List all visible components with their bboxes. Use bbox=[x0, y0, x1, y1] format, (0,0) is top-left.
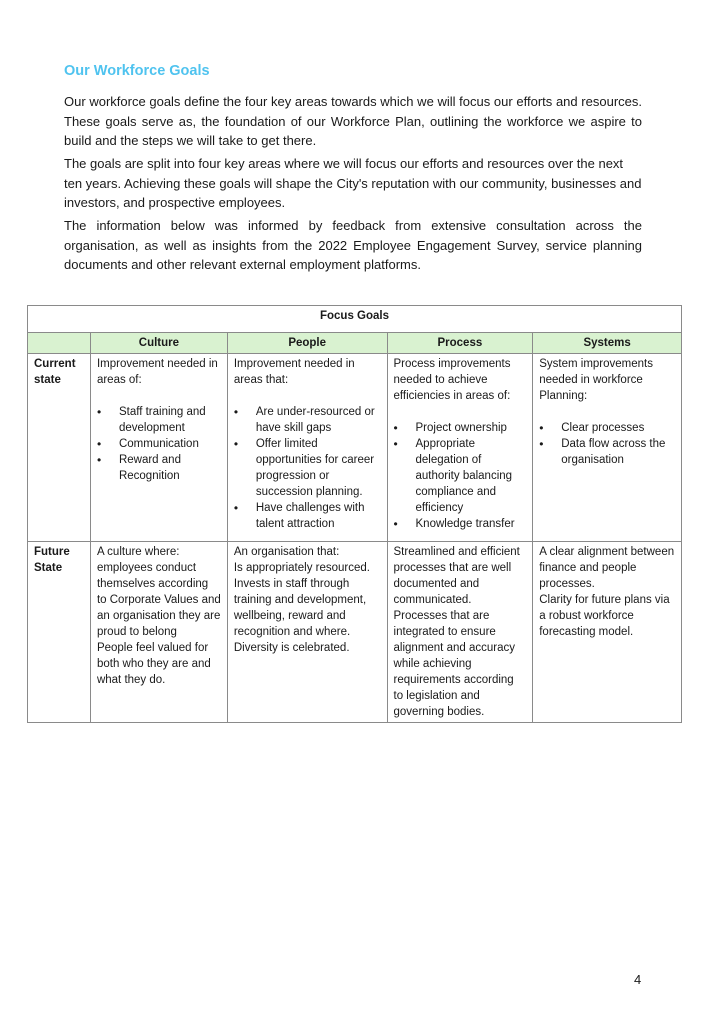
bullet-list bbox=[394, 420, 527, 532]
cell-current-culture bbox=[90, 354, 227, 542]
cell-current-systems bbox=[533, 354, 682, 542]
cell-line: An organisation that: bbox=[233, 546, 340, 558]
section-heading: Our Workforce Goals bbox=[64, 63, 210, 79]
focus-goals-table bbox=[27, 305, 682, 723]
cell-intro: Process improvements needed to achieve efficiencies in areas of: bbox=[393, 358, 511, 402]
list-item: • Appropriate delegation of authority balancing compliance and efficiency bbox=[416, 436, 527, 516]
list-item: • Have challenges with talent attraction bbox=[256, 500, 381, 532]
cell-line: employees conduct themselves according to Corporate Values and an organisation they are proud to belong bbox=[96, 562, 221, 638]
page-number: 4 bbox=[634, 972, 642, 987]
goals-paragraph: The goals are split into four key areas where we will focus our efforts and resources over the next ten years. Achieving these goals will shape the City's reputation with our community, businesses and investors, and prospective employees. bbox=[64, 156, 642, 210]
cell-line: Diversity is celebrated. bbox=[233, 642, 350, 654]
list-item: • Communication bbox=[119, 436, 221, 452]
cell-line: Streamlined and efficient processes that are well documented and communicated. bbox=[393, 546, 520, 606]
row-label: Future State bbox=[28, 542, 91, 723]
cell-line: Is appropriately resourced. bbox=[233, 562, 370, 574]
cell-intro: Improvement needed in areas of: bbox=[96, 358, 218, 386]
table-row-future-state bbox=[28, 542, 682, 723]
cell-future-process bbox=[387, 542, 533, 723]
cell-current-process bbox=[387, 354, 533, 542]
cell-line: A culture where: bbox=[96, 546, 180, 558]
column-header-systems: Systems bbox=[533, 333, 682, 354]
cell-line: Processes that are integrated to ensure alignment and accuracy while achieving requirements according to legislation and governing bodies. bbox=[393, 610, 515, 718]
column-header-process: Process bbox=[387, 333, 533, 354]
column-header-culture: Culture bbox=[90, 333, 227, 354]
list-item: • Project ownership bbox=[416, 420, 527, 436]
column-header-empty bbox=[28, 333, 91, 354]
list-item: • Reward and Recognition bbox=[119, 452, 221, 484]
bullet-list bbox=[539, 420, 675, 468]
cell-intro: Improvement needed in areas that: bbox=[233, 358, 355, 386]
intro-paragraph: Our workforce goals define the four key areas towards which we will focus our efforts and resources. These goals serve as, the foundation of our Workforce Plan, outlining the workforce we aspire to build and the steps we will take to get there. bbox=[64, 94, 642, 148]
sources-paragraph: The information below was informed by feedback from extensive consultation across the organisation, as well as insights from the 2022 Employee Engagement Survey, service planning documents and other relevant external employment platforms. bbox=[64, 218, 642, 272]
cell-current-people bbox=[227, 354, 387, 542]
column-header-people: People bbox=[227, 333, 387, 354]
cell-future-culture bbox=[90, 542, 227, 723]
table-row-current-state bbox=[28, 354, 682, 542]
cell-future-systems bbox=[533, 542, 682, 723]
table-header-row bbox=[28, 333, 682, 354]
table-title: Focus Goals bbox=[28, 306, 682, 333]
list-item: • Are under-resourced or have skill gaps bbox=[256, 404, 381, 436]
list-item: • Data flow across the organisation bbox=[561, 436, 675, 468]
cell-future-people bbox=[227, 542, 387, 723]
cell-intro: System improvements needed in workforce Planning: bbox=[539, 358, 653, 402]
bullet-list bbox=[97, 404, 221, 484]
cell-line: Invests in staff through training and development, wellbeing, reward and recognition and where. bbox=[233, 578, 367, 638]
list-item: • Clear processes bbox=[561, 420, 675, 436]
cell-line: People feel valued for both who they are and what they do. bbox=[96, 642, 211, 686]
bullet-list bbox=[234, 404, 381, 532]
cell-line: Clarity for future plans via a robust workforce forecasting model. bbox=[539, 594, 670, 638]
list-item: • Offer limited opportunities for career progression or succession planning. bbox=[256, 436, 381, 500]
cell-line: A clear alignment between finance and people processes. bbox=[539, 546, 675, 590]
list-item: • Knowledge transfer bbox=[416, 516, 527, 532]
row-label: Current state bbox=[28, 354, 91, 542]
list-item: • Staff training and development bbox=[119, 404, 221, 436]
